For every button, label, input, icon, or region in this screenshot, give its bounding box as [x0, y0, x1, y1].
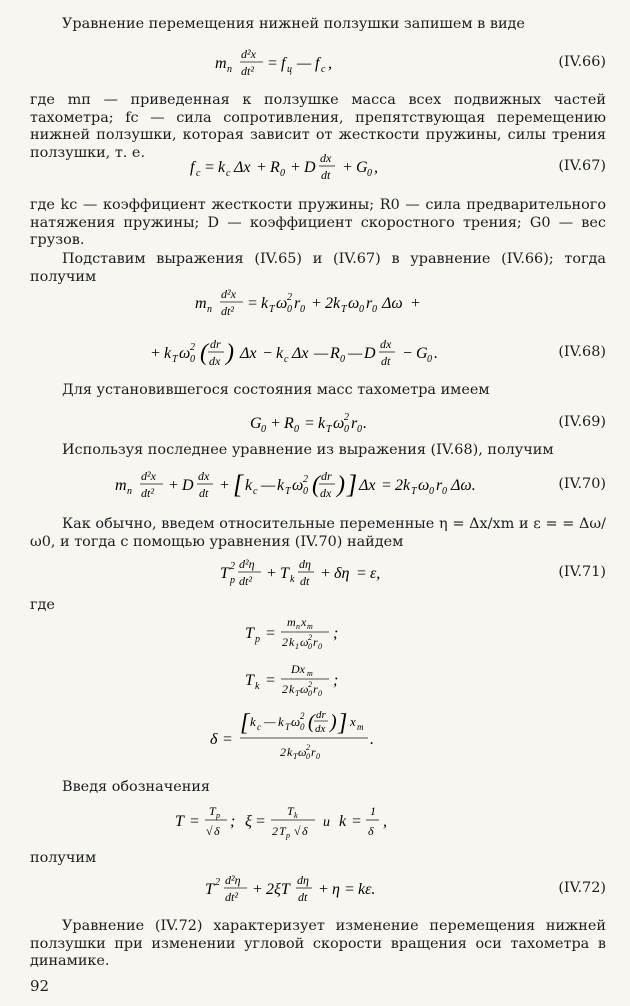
svg-text:T: T — [220, 565, 229, 582]
svg-text:d²η: d²η — [225, 873, 241, 887]
equation-iv72-svg — [205, 870, 445, 906]
svg-text:r: r — [366, 295, 373, 312]
svg-text:2: 2 — [282, 682, 288, 696]
svg-text:r: r — [311, 745, 316, 759]
svg-text:2: 2 — [272, 824, 278, 838]
svg-text:c: c — [196, 168, 201, 179]
svg-text:m: m — [357, 722, 364, 732]
svg-text:0: 0 — [316, 752, 320, 761]
svg-text:√: √ — [206, 824, 213, 838]
svg-text:x: x — [301, 615, 307, 629]
equation-number-iv72: (IV.72) — [558, 880, 606, 896]
svg-text:k: k — [318, 415, 326, 432]
svg-text:2: 2 — [306, 743, 310, 752]
svg-text:dx: dx — [209, 354, 221, 368]
svg-text:d²η: d²η — [239, 557, 255, 571]
svg-text:+: + — [320, 565, 331, 582]
svg-text:dx: dx — [320, 151, 332, 165]
svg-text:0: 0 — [303, 486, 308, 497]
equation-iv72 — [190, 870, 460, 906]
svg-text:—: — — [264, 714, 276, 729]
svg-text:c: c — [253, 486, 258, 497]
svg-text:0: 0 — [280, 168, 285, 179]
svg-text:0: 0 — [308, 642, 312, 651]
svg-text:+: + — [266, 565, 277, 582]
svg-text:d²x: d²x — [141, 469, 156, 483]
equation-number-iv66: (IV.66) — [558, 54, 606, 70]
svg-text:0: 0 — [429, 486, 434, 497]
equation-iv71 — [200, 554, 460, 590]
svg-text:m: m — [307, 669, 313, 678]
svg-text:п: п — [127, 486, 132, 497]
equation-iv66-svg — [215, 44, 415, 80]
svg-text:п: п — [296, 622, 300, 631]
svg-text:+: + — [410, 295, 421, 312]
svg-text:—: — — [348, 345, 363, 362]
svg-text:dt: dt — [300, 574, 310, 588]
svg-text:ξT: ξT — [274, 881, 290, 898]
svg-text:k: k — [339, 813, 347, 830]
svg-text:Δx: Δx — [240, 345, 257, 362]
paragraph-5: Для установившегося состояния масс тахометра имеем — [62, 382, 490, 398]
svg-text:kε.: kε. — [358, 881, 376, 898]
equation-tp — [230, 612, 410, 652]
svg-text:Т: Т — [293, 752, 298, 761]
svg-text:R: R — [284, 415, 294, 432]
equation-definitions-svg — [175, 800, 455, 842]
svg-text:0: 0 — [300, 304, 305, 315]
svg-text:Δω: Δω — [382, 295, 403, 312]
svg-text:Dx: Dx — [291, 662, 305, 676]
svg-text:=: = — [267, 55, 278, 72]
svg-text:D: D — [364, 345, 376, 362]
paragraph-6: Используя последнее уравнение из выражения (IV.68), получим — [62, 442, 554, 458]
svg-text:dt²: dt² — [221, 304, 234, 318]
svg-text:T: T — [280, 565, 289, 582]
paragraph-9: Введя обозначения — [62, 779, 211, 795]
paragraph-1: Уравнение перемещения нижней ползушки запишем в виде — [62, 16, 525, 32]
svg-text:[: [ — [233, 470, 244, 499]
svg-text:ω: ω — [300, 682, 309, 696]
svg-text:−: − — [262, 345, 273, 362]
svg-text:ω: ω — [276, 295, 288, 312]
svg-text:D: D — [182, 477, 194, 494]
svg-text:T: T — [279, 824, 286, 838]
svg-text:=: = — [189, 813, 200, 830]
svg-text:r: r — [313, 635, 318, 649]
svg-text:Т: Т — [285, 722, 291, 732]
svg-text:2: 2 — [395, 477, 403, 494]
svg-text:=: = — [356, 565, 367, 582]
svg-text:dt²: dt² — [141, 486, 154, 500]
svg-text:—: — — [297, 55, 312, 72]
svg-text:G: G — [416, 345, 428, 362]
svg-text:2: 2 — [300, 711, 305, 721]
svg-text:Т: Т — [341, 304, 347, 315]
svg-text:dt²: dt² — [241, 64, 254, 78]
equation-number-iv71: (IV.71) — [558, 564, 606, 580]
equation-definitions — [170, 800, 460, 842]
svg-text:(: ( — [312, 472, 320, 498]
svg-text:d²x: d²x — [221, 287, 236, 301]
svg-text:2: 2 — [308, 633, 312, 642]
equation-iv68-line2 — [140, 334, 500, 370]
svg-text:+: + — [150, 345, 161, 362]
svg-text:k: k — [218, 159, 226, 176]
svg-text:k: k — [289, 635, 295, 649]
svg-text:T: T — [175, 813, 184, 830]
svg-text:+: + — [318, 881, 329, 898]
svg-text:Δx: Δx — [359, 477, 376, 494]
svg-text:=: = — [381, 477, 392, 494]
svg-text:dt: dt — [321, 168, 331, 182]
svg-text:р: р — [255, 634, 260, 645]
svg-text:=: = — [304, 415, 315, 432]
svg-text:.: . — [363, 415, 367, 432]
svg-text:δ: δ — [210, 731, 218, 748]
svg-text:k: k — [294, 811, 298, 820]
svg-text:m: m — [195, 295, 207, 312]
svg-text:=: = — [265, 672, 276, 689]
paragraph-3: где kc — коэффициент жесткости пружины; R0 — сила предварительного натяжения пружины; D — коэффициент скоростного трения; G0 — вес грузов. — [30, 197, 606, 248]
svg-text:с: с — [321, 64, 326, 75]
svg-text:=: = — [265, 625, 276, 642]
svg-text:—: — — [314, 345, 329, 362]
svg-text:Т: Т — [295, 689, 300, 698]
svg-text:r: r — [313, 682, 318, 696]
paragraph-11: Уравнение (IV.72) характеризует изменение перемещения нижней ползушки при изменении угловой скорости вращения оси тахометра в динамике. — [30, 918, 606, 969]
svg-text:0: 0 — [300, 722, 305, 732]
svg-text:k: k — [164, 345, 172, 362]
paragraph-4: Подставим выражения (IV.65) и (IV.67) в уравнение (IV.66); тогда получим — [30, 251, 606, 285]
svg-text:2: 2 — [303, 474, 308, 485]
equation-tp-svg — [245, 612, 395, 652]
svg-text:ω: ω — [298, 745, 307, 759]
svg-text:k: k — [245, 477, 253, 494]
svg-text:и: и — [323, 815, 330, 830]
svg-text:ω: ω — [179, 345, 191, 362]
equation-iv67 — [150, 148, 480, 184]
svg-text:0: 0 — [261, 424, 266, 435]
svg-text:0: 0 — [367, 168, 372, 179]
svg-text:,: , — [383, 813, 387, 830]
svg-text:f: f — [315, 55, 320, 72]
svg-text:T: T — [205, 881, 214, 898]
svg-text:2: 2 — [325, 295, 333, 312]
svg-text:1: 1 — [295, 642, 299, 651]
equation-delta — [200, 706, 440, 768]
svg-text:—: — — [261, 477, 276, 494]
svg-text:T: T — [287, 804, 294, 818]
svg-text:]: ] — [347, 470, 358, 499]
svg-text:Δx: Δx — [234, 159, 251, 176]
svg-text:c: c — [226, 168, 231, 179]
svg-text:T: T — [245, 625, 254, 642]
equation-delta-svg — [210, 706, 430, 768]
equation-iv71-svg — [220, 554, 440, 590]
equation-iv69 — [220, 404, 440, 440]
svg-text:2: 2 — [282, 635, 288, 649]
svg-text:ω: ω — [300, 635, 309, 649]
svg-text:Т: Т — [411, 486, 417, 497]
svg-text:+: + — [290, 159, 301, 176]
svg-text:dη: dη — [299, 557, 311, 571]
equation-iv68-line1 — [180, 284, 480, 320]
svg-text:2: 2 — [190, 342, 195, 353]
svg-text:x: x — [350, 714, 356, 729]
svg-text:0: 0 — [190, 354, 195, 365]
equation-iv70-svg — [115, 466, 515, 502]
svg-text:,: , — [328, 55, 332, 72]
svg-text:+: + — [342, 159, 353, 176]
svg-text:2: 2 — [215, 877, 220, 888]
equation-iv67-svg — [190, 148, 440, 184]
svg-text:+: + — [311, 295, 322, 312]
svg-text:k: k — [278, 714, 284, 729]
svg-text:п: п — [227, 64, 232, 75]
svg-text:,: , — [374, 159, 378, 176]
svg-text:0: 0 — [318, 689, 322, 698]
svg-text:dr: dr — [321, 469, 332, 483]
svg-text:k: k — [290, 574, 295, 585]
svg-text:k: k — [250, 714, 256, 729]
svg-text:k: k — [333, 295, 341, 312]
svg-text:;: ; — [333, 625, 339, 642]
svg-text:+: + — [168, 477, 179, 494]
svg-text:m: m — [287, 615, 296, 629]
svg-text:δ: δ — [214, 824, 220, 838]
svg-text:=: = — [204, 159, 215, 176]
svg-text:ω: ω — [348, 295, 360, 312]
svg-text:.: . — [434, 345, 438, 362]
svg-text:0: 0 — [308, 689, 312, 698]
svg-text:2: 2 — [266, 881, 274, 898]
svg-text:ω: ω — [292, 477, 304, 494]
svg-text:Т: Т — [285, 486, 291, 497]
svg-text:+: + — [270, 415, 281, 432]
svg-text:r: r — [351, 415, 358, 432]
equation-number-iv67: (IV.67) — [558, 158, 606, 174]
equation-number-iv69: (IV.69) — [558, 414, 606, 430]
paragraph-2: где mп — приведенная к ползушке масса всех подвижных частей тахометра; fс — сила сопротивления, препятствующая перемещению нижней ползушки, которая зависит от жесткости пружины, силы трения ползушки, т. е. — [30, 92, 606, 161]
svg-text:G: G — [356, 159, 368, 176]
equation-iv70 — [110, 466, 520, 502]
svg-text:d²x: d²x — [241, 47, 256, 61]
svg-text:;: ; — [230, 813, 236, 830]
svg-text:k: k — [289, 682, 295, 696]
svg-text:0: 0 — [306, 752, 310, 761]
svg-text:): ) — [337, 472, 345, 498]
svg-text:k: k — [287, 745, 293, 759]
svg-text:(: ( — [308, 711, 315, 733]
svg-text:ц: ц — [287, 64, 292, 75]
svg-text:dt²: dt² — [225, 890, 238, 904]
svg-text:dr: dr — [210, 337, 221, 351]
equation-iv66 — [150, 44, 480, 80]
svg-text:k: k — [276, 345, 284, 362]
svg-text:dt: dt — [381, 354, 391, 368]
svg-text:dt²: dt² — [239, 574, 252, 588]
svg-text:Δx: Δx — [292, 345, 309, 362]
svg-text:(: ( — [200, 340, 208, 366]
svg-text:+: + — [252, 881, 263, 898]
svg-text:=: = — [255, 813, 266, 830]
svg-text:G: G — [250, 415, 262, 432]
svg-text:η: η — [332, 881, 340, 898]
equation-number-iv70: (IV.70) — [558, 476, 606, 492]
svg-text:ε,: ε, — [370, 565, 381, 582]
svg-text:р: р — [230, 575, 235, 586]
equation-iv68-line2-svg — [150, 334, 490, 370]
svg-text:r: r — [436, 477, 443, 494]
svg-text:2: 2 — [308, 680, 312, 689]
svg-text:dr: dr — [316, 709, 326, 721]
svg-text:): ) — [226, 340, 234, 366]
svg-text:k: k — [255, 681, 260, 692]
svg-text:δη: δη — [334, 565, 350, 582]
svg-text:0: 0 — [359, 304, 364, 315]
svg-text:;: ; — [333, 672, 339, 689]
svg-text:2: 2 — [344, 412, 349, 423]
svg-text:2: 2 — [287, 292, 292, 303]
svg-text:0: 0 — [357, 424, 362, 435]
svg-text:=: = — [222, 731, 233, 748]
svg-text:ω: ω — [418, 477, 430, 494]
svg-text:ξ: ξ — [245, 813, 252, 830]
svg-text:dx: dx — [380, 337, 392, 351]
svg-text:R: R — [330, 345, 340, 362]
svg-text:.: . — [370, 731, 374, 748]
svg-text:D: D — [304, 159, 316, 176]
svg-text:+: + — [256, 159, 267, 176]
svg-text:ω: ω — [333, 415, 345, 432]
svg-text:+: + — [219, 477, 230, 494]
svg-text:0: 0 — [318, 642, 322, 651]
page-number: 92 — [30, 977, 50, 995]
svg-text:c: c — [257, 722, 261, 732]
svg-text:m: m — [215, 55, 227, 72]
svg-text:m: m — [307, 622, 313, 631]
paragraph-10: получим — [30, 850, 97, 866]
svg-text:Δω.: Δω. — [451, 477, 476, 494]
svg-text:0: 0 — [340, 354, 345, 365]
svg-text:0: 0 — [372, 304, 377, 315]
svg-text:k: k — [403, 477, 411, 494]
equation-number-iv68: (IV.68) — [558, 344, 606, 360]
svg-text:dt: dt — [298, 890, 308, 904]
svg-text:k: k — [277, 477, 285, 494]
svg-text:]: ] — [338, 710, 348, 736]
svg-text:√: √ — [294, 824, 301, 838]
svg-text:п: п — [207, 304, 212, 315]
svg-text:Т: Т — [172, 354, 178, 365]
svg-text:): ) — [330, 711, 337, 733]
svg-text:0: 0 — [344, 424, 349, 435]
svg-text:=: = — [351, 813, 362, 830]
svg-text:T: T — [209, 804, 216, 818]
svg-text:р: р — [216, 811, 220, 820]
svg-text:δ: δ — [302, 824, 308, 838]
svg-text:ω: ω — [291, 714, 301, 729]
svg-text:dx: dx — [315, 723, 326, 735]
paragraph-7: Как обычно, введем относительные переменные η = Δx/xm и ε = = Δω/ω0, и тогда с помощью уравнения (IV.70) найдем — [30, 516, 606, 550]
svg-text:f: f — [190, 159, 195, 176]
svg-text:р: р — [286, 831, 290, 840]
svg-text:c: c — [284, 354, 289, 365]
svg-text:1: 1 — [370, 804, 376, 818]
svg-text:0: 0 — [427, 354, 432, 365]
svg-text:=: = — [344, 881, 355, 898]
svg-text:Т: Т — [269, 304, 275, 315]
svg-text:dx: dx — [320, 486, 332, 500]
svg-text:0: 0 — [287, 304, 292, 315]
svg-text:dη: dη — [297, 873, 309, 887]
svg-text:[: [ — [240, 710, 250, 736]
svg-text:Т: Т — [326, 424, 332, 435]
svg-text:0: 0 — [294, 424, 299, 435]
paragraph-8: где — [30, 597, 55, 613]
svg-text:m: m — [115, 477, 127, 494]
svg-text:2: 2 — [280, 745, 286, 759]
equation-tk-svg — [245, 659, 395, 699]
svg-text:T: T — [245, 672, 254, 689]
svg-text:dx: dx — [198, 469, 210, 483]
svg-text:−: − — [402, 345, 413, 362]
svg-text:δ: δ — [368, 824, 374, 838]
svg-text:f: f — [281, 55, 286, 72]
svg-text:dt: dt — [199, 486, 209, 500]
svg-text:R: R — [270, 159, 280, 176]
equation-tk — [230, 659, 410, 699]
svg-text:2: 2 — [230, 561, 235, 572]
svg-text:r: r — [294, 295, 301, 312]
svg-text:k: k — [261, 295, 269, 312]
svg-text:0: 0 — [442, 486, 447, 497]
equation-iv69-svg — [250, 404, 410, 440]
equation-iv68-line1-svg — [195, 284, 465, 320]
svg-text:=: = — [247, 295, 258, 312]
